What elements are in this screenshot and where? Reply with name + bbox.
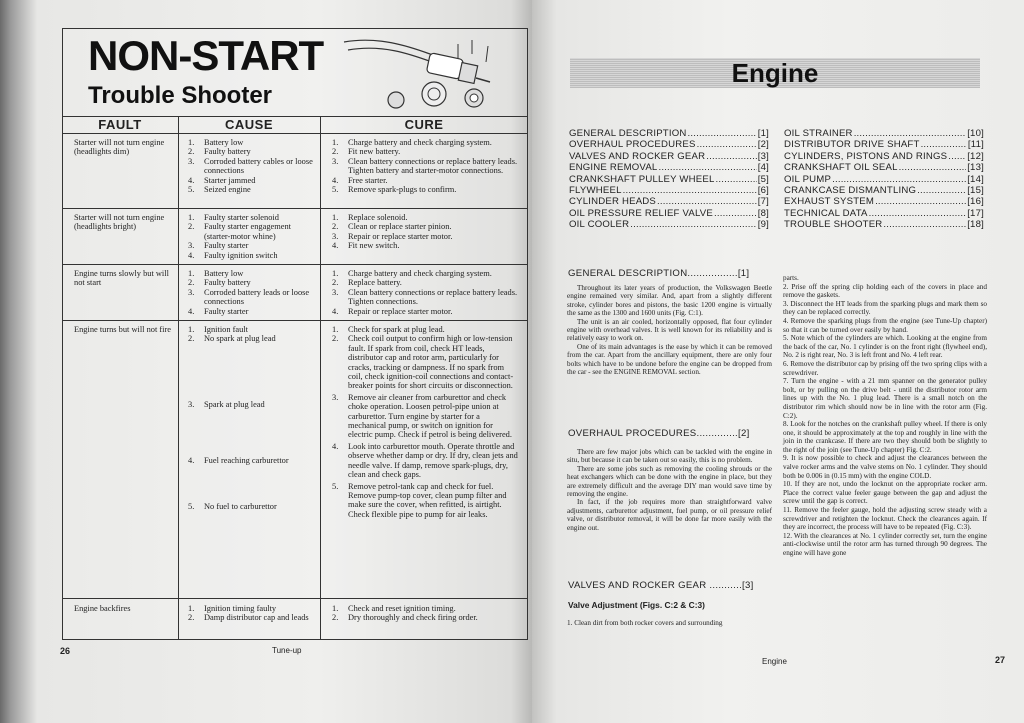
fault-cell: Engine turns slowly but will not start	[74, 269, 169, 288]
cause-cell	[188, 138, 318, 194]
cure-item: 3. Repair or replace starter motor.	[332, 231, 453, 241]
contents-entry: OIL PRESSURE RELIEF VALVE ..... [8]	[569, 208, 769, 219]
contents-entry: OIL STRAINER ..... [10]	[784, 128, 984, 139]
cause-cell	[188, 269, 318, 316]
contents-entry: TECHNICAL DATA ..... [17]	[784, 208, 984, 219]
contents-list	[784, 128, 984, 231]
cause-item: 5. No fuel to carburettor	[188, 501, 277, 511]
cause-item: 2. Faulty battery	[188, 278, 251, 288]
contents-entry: GENERAL DESCRIPTION ..... [1]	[569, 128, 769, 139]
contents-entry: CRANKCASE DISMANTLING ..... [15]	[784, 185, 984, 196]
cause-item: 4. Starter jammed	[188, 175, 256, 185]
cause-item: 3. Spark at plug lead	[188, 399, 265, 409]
cure-cell	[332, 213, 518, 251]
cause-cell	[188, 213, 318, 260]
cause-item: 2. Faulty battery	[188, 147, 251, 157]
cure-cell	[332, 269, 518, 316]
contents-entry: OVERHAUL PROCEDURES ..... [2]	[569, 139, 769, 150]
cure-item: 3. Clean battery connections or replace battery leads. Tighten connections.	[332, 287, 518, 307]
cause-item: 5. Seized engine	[188, 185, 251, 195]
cure-item: 4. Repair or replace starter motor.	[332, 306, 453, 316]
column-divider	[320, 116, 321, 640]
cure-item: 1. Check and reset ignition timing.	[332, 604, 456, 613]
page-subtitle: Trouble Shooter	[88, 82, 273, 109]
contents-entry: ENGINE REMOVAL ..... [4]	[569, 162, 769, 173]
fault-cell: Starter will not turn engine (headlights bright)	[74, 213, 165, 232]
cause-item: 3. Corroded battery cables or loose connections	[188, 156, 313, 176]
cause-item: 3. Faulty starter	[188, 241, 249, 251]
contents-entry: CYLINDER HEADS ..... [7]	[569, 196, 769, 207]
fault-cell: Starter will not turn engine (headlights dim)	[74, 138, 165, 157]
contents-entry: FLYWHEEL ..... [6]	[569, 185, 769, 196]
contents-entry: OIL COOLER ..... [9]	[569, 219, 769, 230]
cure-item: 2. Check coil output to confirm high or low-tension fault. If spark from coil, check HT leads, distributor cap and rotor arm, particularly for cracks, tracking or dampness. If no spark from coil, check ignition-coil connections and contact-breaker points for short circuits or disconnection.	[332, 334, 514, 391]
cure-item: 1. Check for spark at plug lead.	[332, 325, 445, 334]
cause-item: 1. Ignition timing faulty	[188, 604, 277, 613]
contents-entry: DISTRIBUTOR DRIVE SHAFT ..... [11]	[784, 139, 984, 150]
cure-cell	[332, 604, 518, 623]
cause-item: 4. Fuel reaching carburettor	[188, 456, 289, 466]
cure-item: 1. Replace solenoid.	[332, 213, 408, 222]
cure-cell	[332, 325, 518, 519]
cure-item: 2. Replace battery.	[332, 278, 402, 288]
cause-item: 2. Faulty starter engagement (starter-motor whine)	[188, 222, 291, 241]
page-number: 26	[60, 646, 71, 656]
cure-item: 4. Fit new switch.	[332, 241, 400, 251]
section-heading: GENERAL DESCRIPTION.................[1]	[568, 268, 750, 279]
cure-item: 2. Dry thoroughly and check firing order.	[332, 613, 478, 623]
cure-item: 4. Look into carburettor mouth. Operate throttle and observe whether damp or dry. If dry, clean jets and needle valve. If damp, remove spark-plugs, dry, clean and check gaps.	[332, 441, 518, 480]
section-heading: OVERHAUL PROCEDURES..............[2]	[568, 428, 750, 439]
section-body: There are few major jobs which can be tackled with the engine in situ, but because it can be taken out so easily, this is no problem. There are some jobs such as removing the cooling shrouds or the heat exchangers which can be done with the engine in place, but they are extremely difficult and the average DIY man would save time by removing the engine. In fact, if the job requires more than straightforward valve adjustments, carburettor adjustment, fuel pump, or oil pressure relief valve, or distributor removal, it will be done far more easily with the engine out.	[567, 448, 772, 532]
fault-cell: Engine turns but will not fire	[74, 325, 171, 334]
contents-entry: CRANKSHAFT OIL SEAL ..... [13]	[784, 162, 984, 173]
cure-cell	[332, 138, 518, 194]
cure-item: 1. Charge battery and check charging system.	[332, 269, 492, 278]
cure-item: 2. Clean or replace starter pinion.	[332, 222, 452, 232]
table-header-rule	[62, 133, 528, 134]
cure-item: 5. Remove spark-plugs to confirm.	[332, 185, 457, 195]
contents-entry: VALVES AND ROCKER GEAR ..... [3]	[569, 151, 769, 162]
cause-cell	[188, 604, 318, 623]
contents-entry: TROUBLE SHOOTER ..... [18]	[784, 219, 984, 230]
fault-cell: Engine backfires	[74, 604, 131, 613]
contents-entry: EXHAUST SYSTEM ..... [16]	[784, 196, 984, 207]
section-body: Throughout its later years of production, the Volkswagen Beetle engine remained very similar. And, apart from a slightly different stroke, cylinder bores and pistons, the basic 1200 engine is virtually the same as the 1300 and 1600 units (Fig. C:1). The unit is an air cooled, horizontally opposed, flat four cylinder engine with overhead valves. It is well known for its reliability and is relatively easy to work on. One of its main advantages is the ease by which it can be removed from the car. Apart from the ancillary equipment, there are only four bolts which have to be undone before the engine can be dropped from the car - see the ENGINE REMOVAL section.	[567, 284, 772, 377]
cause-column-header: CAUSE	[224, 117, 273, 132]
cause-item: 4. Faulty starter	[188, 306, 249, 316]
contents-list	[569, 128, 769, 231]
chapter-banner: Engine	[570, 58, 980, 88]
contents-entry: CYLINDERS, PISTONS AND RINGS ..... [12]	[784, 151, 984, 162]
spark-plug-illustration	[338, 34, 518, 114]
running-footer: Tune-up	[272, 646, 302, 655]
cure-item: 2. Fit new battery.	[332, 147, 401, 157]
cause-item: 2. Damp distributor cap and leads	[188, 613, 309, 623]
cure-item: 3. Remove air cleaner from carburettor and check choke operation. Loosen petrol-pipe union at carburettor. Turn engine by starter for a mechanical pump, or switch on ignition for electric pump. Check if petrol is being delivered.	[332, 392, 512, 440]
running-footer: Engine	[762, 657, 787, 666]
section-body-column: parts. 2. Prise off the spring clip holding each of the covers in place and remove the gaskets. 3. Disconnect the HT leads from the sparking plugs and mark them so they can be replaced correctly. 4. Remove the sparking plugs from the engine (see Tune-Up chapter) so that it can be turned over easily by hand. 5. Note which of the cylinders are which. Looking at the engine from the back of the car, No. 1 cylinder is on the front right (flywheel end), No. 2 is right rear, No. 3 is left front and No. 4 left rear. 6. Remove the distributor cap by prising off the two spring clips with a screwdriver. 7. Turn the engine - with a 21 mm spanner on the generator pulley bolt, or by pulling on the drive belt - until the distributor rotor arm lines up with the No. 1 plug lead. There is a small notch on the distributor rim which should now be in line with the rotor arm (Fig. C:2). 8. Look for the notches on the crankshaft pulley wheel. If there is only one, it should be approximately at the top and roughly in line with the join in the crankcase. If there are two they should both be slightly to the right of the join (see Tune-Up chapter) Fig. C:2. 9. It is now possible to check and adjust the clearances between the valve rocker arms and the valve stems on No. 1 cylinder. They should both be 0.006 in (0.15 mm) with the engine COLD. 10. If they are not, undo the locknut on the appropriate rocker arm. Place the correct value feeler gauge between the gap and adjust the screw until the gap is correct. 11. Remove the feeler gauge, hold the adjusting screw steady with a screwdriver and retighten the locknut. Check the clearances again. If they are incorrect, the process will have to be repeated (Fig. C:3). 12. With the clearances at No. 1 cylinder correctly set, turn the engine anti-clockwise until the rotor arm has turned through 90 degrees. The engine will have gone	[783, 274, 987, 557]
cause-item: 1. Battery low	[188, 138, 244, 147]
page-title: NON-START	[88, 32, 324, 79]
cause-item: 1. Battery low	[188, 269, 244, 278]
contents-entry: CRANKSHAFT PULLEY WHEEL ..... [5]	[569, 174, 769, 185]
page-number: 27	[995, 655, 1006, 665]
cure-column-header: CURE	[404, 117, 444, 132]
cure-item: 5. Remove petrol-tank cap and check for fuel. Remove pump-top cover, clean pump filter and make sure the cover, when refitted, is airtight. Check flexible pipe to pump for air leaks.	[332, 481, 507, 519]
section-body: 1. Clean dirt from both rocker covers and surrounding	[567, 619, 723, 627]
cure-item: 4. Free starter.	[332, 175, 388, 185]
column-divider	[178, 116, 179, 640]
cause-item: 2. No spark at plug lead	[188, 334, 276, 344]
contents-entry: OIL PUMP ..... [14]	[784, 174, 984, 185]
row-rule	[62, 598, 528, 599]
cause-item: 1. Faulty starter solenoid	[188, 213, 279, 222]
cure-item: 1. Charge battery and check charging system.	[332, 138, 492, 147]
cause-item: 4. Faulty ignition switch	[188, 250, 278, 260]
sub-heading: Valve Adjustment (Figs. C:2 & C:3)	[568, 600, 705, 610]
cause-item: 3. Corroded battery leads or loose connections	[188, 287, 310, 307]
row-rule	[62, 208, 528, 209]
fault-column-header: FAULT	[98, 117, 142, 132]
section-heading: VALVES AND ROCKER GEAR ...........[3]	[568, 580, 754, 591]
row-rule	[62, 264, 528, 265]
cause-cell	[188, 325, 318, 511]
cause-item: 1. Ignition fault	[188, 325, 248, 334]
cure-item: 3. Clean battery connections or replace battery leads. Tighten battery and starter-motor connections.	[332, 156, 518, 176]
row-rule	[62, 320, 528, 321]
